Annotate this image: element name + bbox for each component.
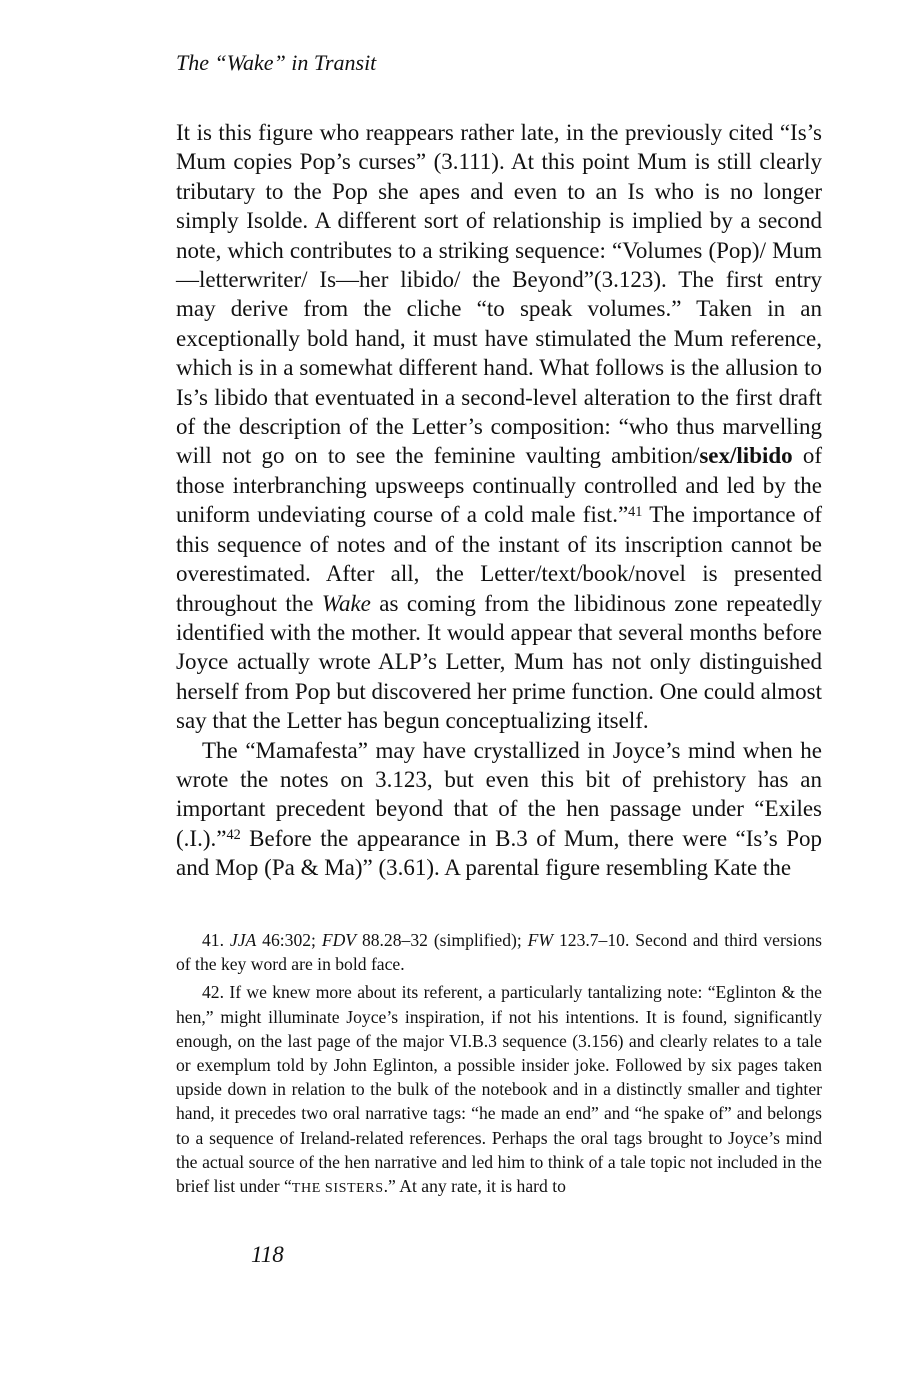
footnote-42-number: 42.	[202, 982, 224, 1003]
footnote-42-text-b: .” At any rate, it is hard to	[383, 1176, 566, 1197]
footnote-42	[176, 980, 822, 1200]
paragraph-2-text-a: The “Mamafesta” may have crystallized in Joyce’s mind when he wrote the notes on 3.123, but even this bit of prehistory has an important precedent beyond that of the hen passage under “Exiles (.I.).”	[176, 737, 822, 851]
paragraph-1-text-c: The importance of this sequence of notes and of the instant of its inscription cannot be overestimated. After all, the Letter/text/book/novel is presented throughout the	[176, 502, 822, 616]
footnote-41-text-1: 46:302;	[256, 930, 322, 950]
footnote-41-number: 41.	[202, 930, 224, 950]
running-head: The “Wake” in Transit	[176, 50, 377, 75]
footnote-ref-41[interactable]: 41	[628, 503, 643, 520]
paragraph-1-text-a: It is this figure who reappears rather late, in the previously cited “Is’s Mum copies Pop’s curses” (3.111). At this point Mum is still clearly tributary to the Pop she apes and even to an Is who is no longer simply Isolde. A different sort of relationship is implied by a second note, which contributes to a striking sequence: “Volumes (Pop)/ Mum—letterwriter/ Is—her libido/ the Beyond”(3.123). The first entry may derive from the cliche “to speak volumes.” Taken in an exceptionally bold hand, it must have stimulated the Mum reference, which is in a somewhat different hand. What follows is the allusion to Is’s libido that eventuated in a second-level alteration to the first draft of the description of the Letter’s composition: “who thus marvelling will not go on to see the feminine vaulting ambition/	[176, 120, 822, 469]
paragraph-2	[176, 736, 822, 883]
paragraph-1-text-b: of those interbranching upsweeps continually controlled and led by the uniform undeviating course of a cold male fist.”	[176, 443, 823, 528]
footnote-41-text-2: 88.28–32 (simplified);	[356, 930, 528, 950]
page-number: 118	[251, 1242, 284, 1267]
paragraph-1-text-d: as coming from the libidinous zone repeatedly identified with the mother. It would appear that several months before Joyce actually wrote ALP’s Letter, Mum has not only distinguished herself from Pop but discovered her prime function. One could almost say that the Letter has begun conceptualizing itself.	[176, 590, 822, 734]
footnote-42-small-caps-the-sisters: THE SISTERS	[291, 1180, 384, 1197]
footnotes	[176, 928, 822, 1204]
paragraph-1	[176, 118, 822, 736]
footnote-41	[176, 928, 822, 976]
bold-sex-libido: sex/libido	[699, 443, 793, 469]
footnote-41-source-jja: JJA	[229, 930, 257, 950]
footnote-41-source-fw: FW	[527, 930, 554, 950]
footnote-ref-42[interactable]: 42	[226, 827, 241, 844]
paragraph-2-text-b: Before the appearance in B.3 of Mum, there were “Is’s Pop and Mop (Pa & Ma)” (3.61). A parental figure resembling Kate the	[176, 825, 822, 881]
footnote-41-text-3: 123.7–10. Second and third versions of the key word are in bold face.	[176, 930, 823, 975]
footnote-41-source-fdv: FDV	[321, 930, 357, 950]
italic-wake: Wake	[321, 590, 371, 616]
main-text	[176, 118, 822, 883]
footnote-42-text-a: If we knew more about its referent, a particularly tantalizing note: “Eglinton & the hen,” might illuminate Joyce’s inspiration, if not his intentions. It is found, significantly enough, on the last page of the major VI.B.3 sequence (3.156) and clearly relates to a tale or exemplum told by John Eglinton, a possible insider joke. Followed by six pages taken upside down in relation to the bulk of the notebook and in a distinctly smaller and tighter hand, it precedes two oral narrative tags: “he made an end” and “he spake of” and belongs to a sequence of Ireland-related references. Perhaps the oral tags brought to Joyce’s mind the actual source of the hen narrative and led him to think of a tale topic not included in the brief list under “	[176, 982, 822, 1197]
